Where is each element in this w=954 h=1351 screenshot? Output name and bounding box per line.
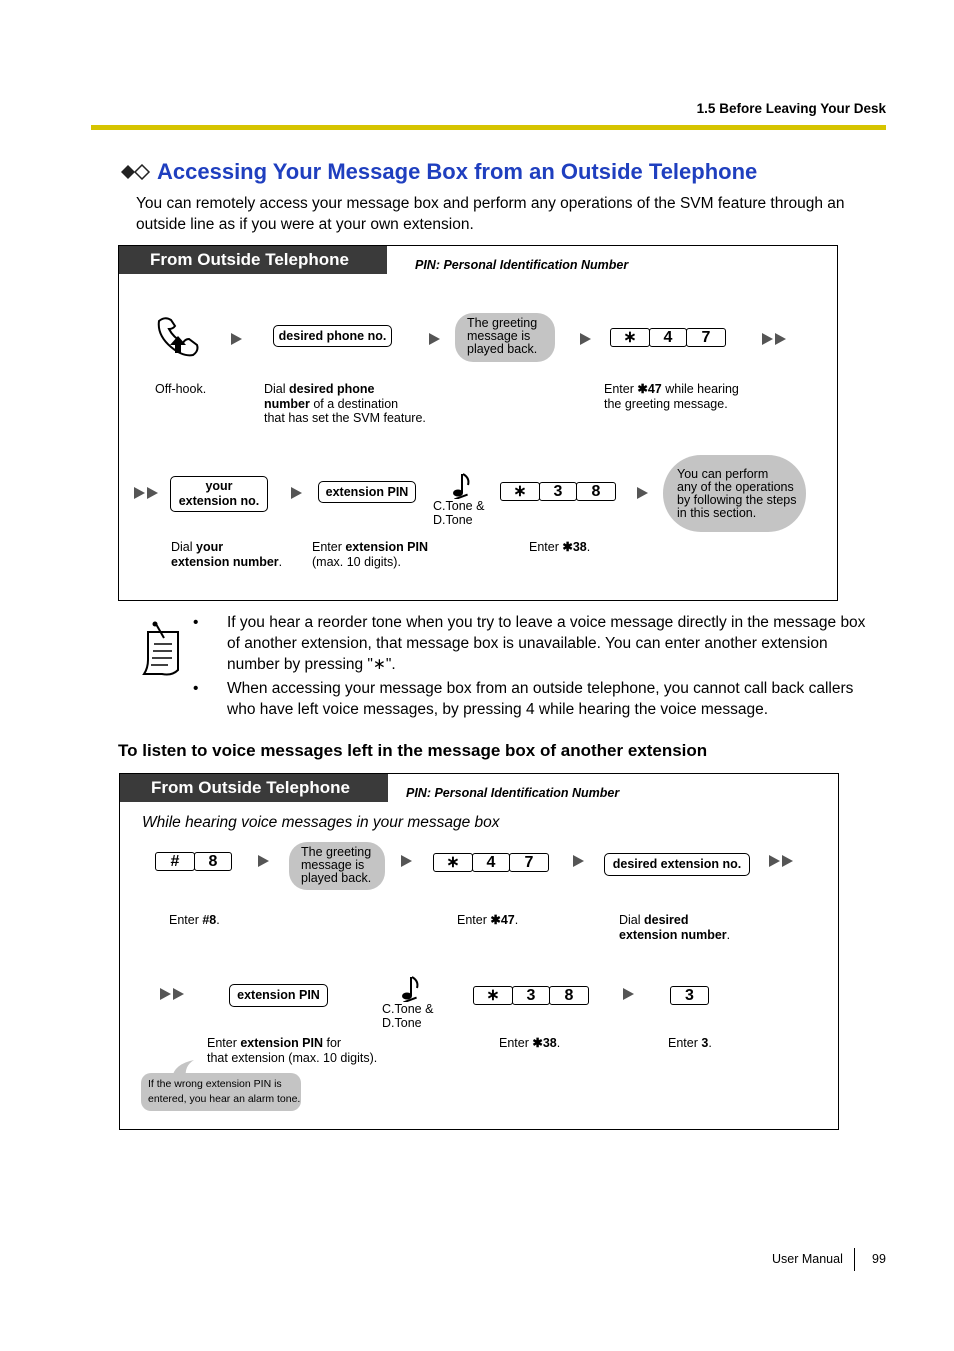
double-arrow-icon bbox=[173, 988, 184, 1000]
key-3: 3 bbox=[512, 986, 550, 1005]
double-arrow-icon bbox=[762, 333, 773, 345]
greeting-bubble-2: The greeting message is played back. bbox=[289, 842, 385, 890]
note-1: If you hear a reorder tone when you try to leave a voice message directly in the message box of another extension, that message box is unavailable. You can enter another extension number by pressing "∗". bbox=[227, 614, 866, 673]
your-extension-box: your extension no. bbox=[170, 476, 268, 512]
arrow-icon bbox=[291, 487, 302, 499]
key-star: ∗ bbox=[610, 328, 650, 347]
extension-pin-box-2: extension PIN bbox=[229, 984, 328, 1007]
intro-paragraph: You can remotely access your message box and perform any operations of the SVM feature through an outside line as if you were at your own extension. bbox=[136, 195, 845, 233]
alarm-bubble: If the wrong extension PIN is entered, you hear an alarm tone. bbox=[141, 1073, 301, 1111]
arrow-icon bbox=[637, 487, 648, 499]
key-star: ∗ bbox=[500, 482, 540, 501]
key-7: 7 bbox=[509, 853, 549, 872]
key-8: 8 bbox=[576, 482, 616, 501]
box2-pin-note: PIN: Personal Identification Number bbox=[406, 786, 620, 800]
arrow-icon bbox=[429, 333, 440, 345]
desired-extension-box: desired extension no. bbox=[604, 853, 750, 876]
diamond-bullet-icon bbox=[120, 164, 152, 180]
note-2: When accessing your message box from an outside telephone, you cannot call back callers who have left voice messages, by pressing 4 while hearing the voice message. bbox=[227, 680, 854, 718]
box1-pin-note: PIN: Personal Identification Number bbox=[415, 258, 629, 272]
key-8: 8 bbox=[194, 852, 232, 871]
perform-bubble: You can perform any of the operations by following the steps in this section. bbox=[663, 455, 806, 532]
footer-label: User Manual bbox=[772, 1252, 843, 1266]
footer-divider bbox=[854, 1248, 855, 1271]
key-4: 4 bbox=[472, 853, 510, 872]
caption-dial-phone: Dial desired phone number of a destination that has set the SVM feature. bbox=[264, 382, 426, 425]
caption-enter-pin: Enter extension PIN (max. 10 digits). bbox=[312, 540, 429, 569]
page-number: 99 bbox=[872, 1252, 886, 1266]
tone-note-icon bbox=[452, 471, 472, 499]
key-7: 7 bbox=[686, 328, 726, 347]
off-hook-icon bbox=[153, 315, 205, 357]
subheading: To listen to voice messages left in the message box of another extension bbox=[118, 741, 708, 760]
extension-pin-box: extension PIN bbox=[318, 481, 416, 503]
tone-label-2: C.Tone & D.Tone bbox=[382, 1002, 434, 1030]
note-bullet-1: • bbox=[193, 614, 199, 631]
key-3-single: 3 bbox=[670, 986, 709, 1005]
section-header: 1.5 Before Leaving Your Desk bbox=[696, 101, 886, 116]
notepad-icon bbox=[138, 620, 186, 678]
box2-tab: From Outside Telephone bbox=[120, 774, 388, 802]
arrow-icon bbox=[623, 988, 634, 1000]
key-8: 8 bbox=[549, 986, 589, 1005]
double-arrow-icon bbox=[134, 487, 145, 499]
tone-note-icon bbox=[401, 974, 421, 1002]
header-rule bbox=[91, 125, 886, 130]
caption-enter-3: Enter 3. bbox=[668, 1036, 712, 1050]
key-hash: # bbox=[155, 852, 195, 871]
arrow-icon bbox=[231, 333, 242, 345]
caption-dial-desired: Dial desired extension number. bbox=[619, 913, 731, 942]
caption-enter-38: Enter ✱38. bbox=[529, 540, 591, 554]
arrow-icon bbox=[573, 855, 584, 867]
key-4: 4 bbox=[649, 328, 687, 347]
double-arrow-icon bbox=[775, 333, 786, 345]
key-star: ∗ bbox=[433, 853, 473, 872]
desired-phone-box: desired phone no. bbox=[273, 325, 392, 347]
double-arrow-icon bbox=[160, 988, 171, 1000]
double-arrow-icon bbox=[769, 855, 780, 867]
tone-label: C.Tone & D.Tone bbox=[433, 499, 485, 527]
double-arrow-icon bbox=[147, 487, 158, 499]
while-hearing-text: While hearing voice messages in your message box bbox=[142, 814, 500, 831]
key-star: ∗ bbox=[473, 986, 513, 1005]
caption-enter-pin-2: Enter extension PIN for that extension (max. 10 digits). bbox=[207, 1036, 378, 1065]
box1-tab: From Outside Telephone bbox=[119, 246, 387, 274]
arrow-icon bbox=[401, 855, 412, 867]
caption-offhook: Off-hook. bbox=[155, 382, 207, 396]
caption-enter-38-2: Enter ✱38. bbox=[499, 1036, 561, 1050]
arrow-icon bbox=[258, 855, 269, 867]
caption-enter-47: Enter ✱47 while hearing the greeting message. bbox=[604, 382, 739, 411]
double-arrow-icon bbox=[782, 855, 793, 867]
caption-dial-your: Dial your extension number. bbox=[171, 540, 283, 569]
page-title: Accessing Your Message Box from an Outside Telephone bbox=[157, 159, 758, 184]
caption-enter-8: Enter #8. bbox=[169, 913, 220, 927]
arrow-icon bbox=[580, 333, 591, 345]
note-bullet-2: • bbox=[193, 680, 199, 697]
greeting-bubble: The greeting message is played back. bbox=[455, 313, 555, 362]
caption-enter-47-2: Enter ✱47. bbox=[457, 913, 519, 927]
key-3: 3 bbox=[539, 482, 577, 501]
